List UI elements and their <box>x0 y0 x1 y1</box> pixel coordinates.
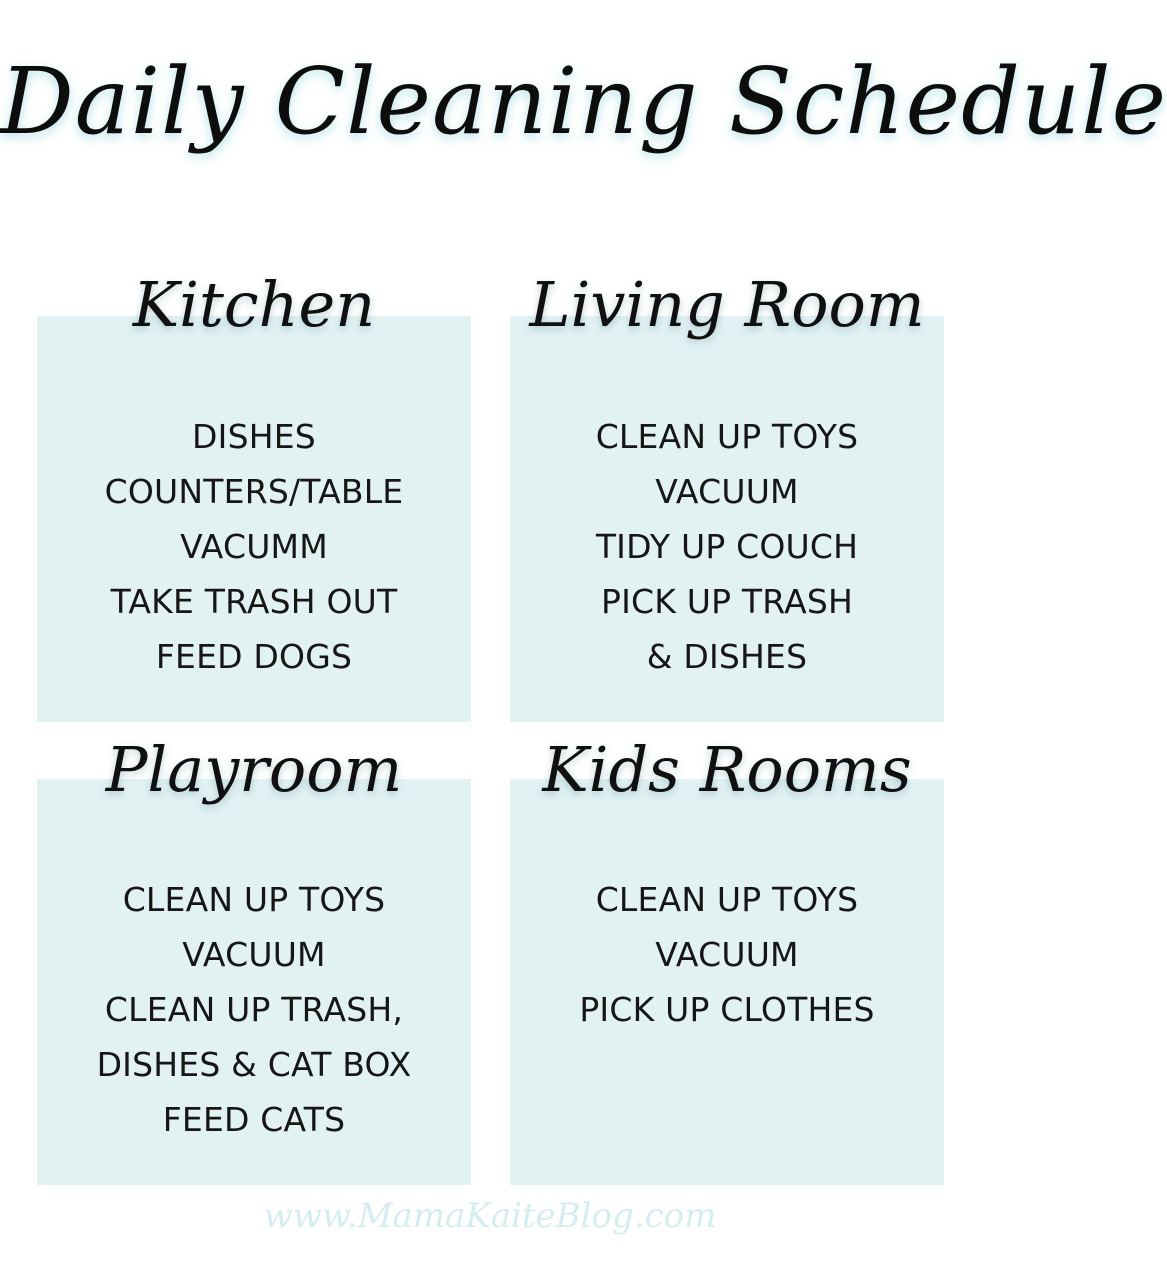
section-heading-kids-rooms: Kids Rooms <box>542 733 912 806</box>
task-item: COUNTERS/TABLE <box>104 472 404 511</box>
task-item: PICK UP CLOTHES <box>579 990 875 1029</box>
task-item: VACUMM <box>180 527 328 566</box>
section-card-kitchen <box>37 268 471 722</box>
section-heading-living-room: Living Room <box>529 268 925 341</box>
task-list-kids-rooms <box>510 872 944 1037</box>
task-item: CLEAN UP TOYS <box>595 880 859 919</box>
task-item: PICK UP TRASH <box>600 582 854 621</box>
section-card-living-room <box>510 268 944 722</box>
section-heading-playroom: Playroom <box>105 733 403 806</box>
task-item: CLEAN UP TRASH, <box>104 990 404 1029</box>
section-heading-kitchen: Kitchen <box>132 268 376 341</box>
task-item: VACUUM <box>655 935 799 974</box>
section-card-playroom <box>37 733 471 1185</box>
page-title: Daily Cleaning Schedule <box>0 48 1167 155</box>
task-list-playroom <box>37 872 471 1147</box>
footer-website: www.MamaKaiteBlog.com <box>263 1196 717 1236</box>
task-item: DISHES <box>192 417 316 456</box>
task-item: TAKE TRASH OUT <box>110 582 398 621</box>
section-card-kids-rooms <box>510 733 944 1185</box>
task-item: & DISHES <box>646 637 808 676</box>
task-item: VACUUM <box>655 472 799 511</box>
task-list-living-room <box>510 409 944 684</box>
task-item: VACUUM <box>182 935 326 974</box>
task-item: CLEAN UP TOYS <box>122 880 386 919</box>
task-item: FEED CATS <box>162 1100 346 1139</box>
task-item: DISHES & CAT BOX <box>96 1045 412 1084</box>
task-item: TIDY UP COUCH <box>595 527 859 566</box>
task-list-kitchen <box>37 409 471 684</box>
task-item: CLEAN UP TOYS <box>595 417 859 456</box>
task-item: FEED DOGS <box>155 637 353 676</box>
